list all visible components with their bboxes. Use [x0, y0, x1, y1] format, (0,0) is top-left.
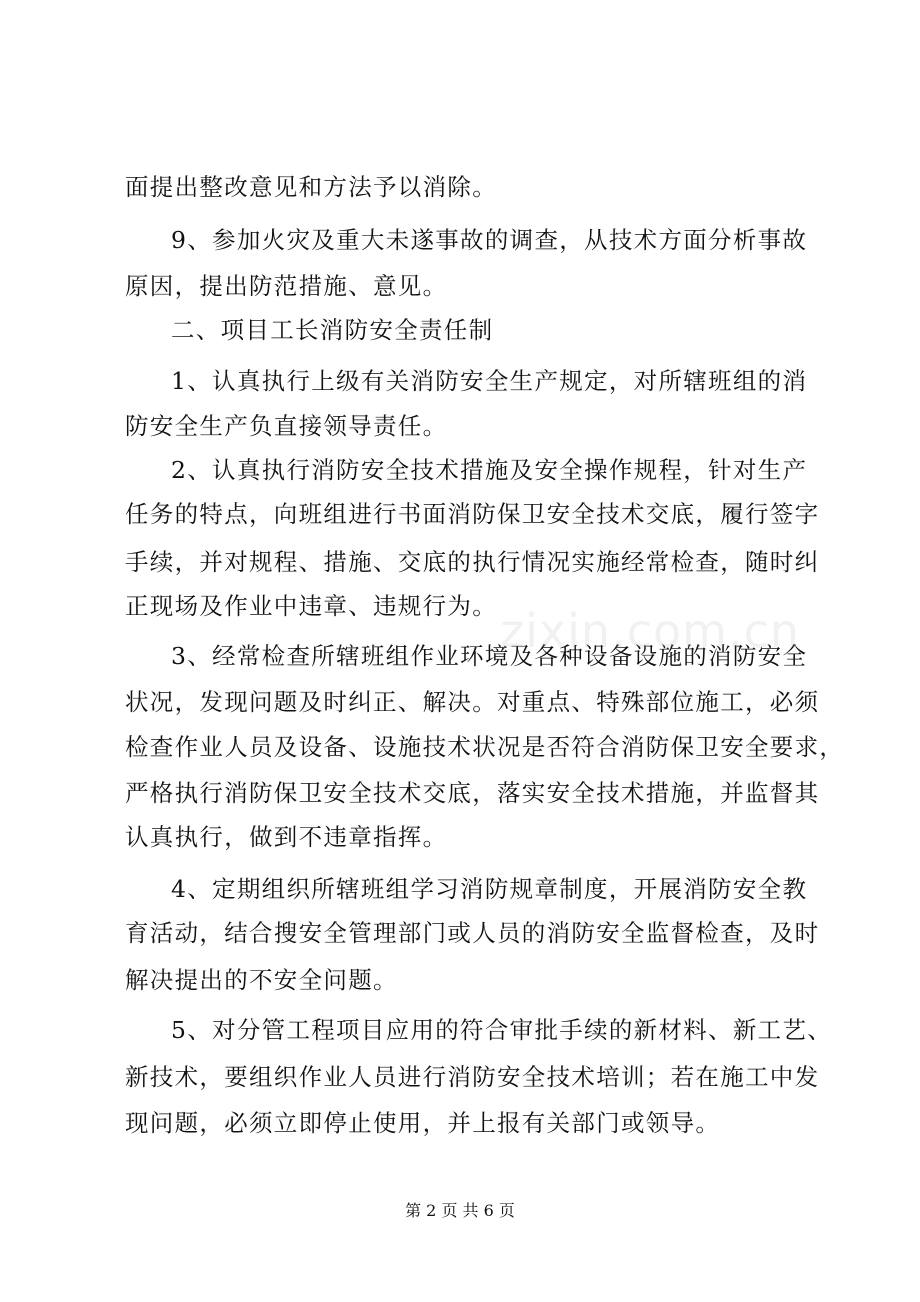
paragraph-line: 3、经常检查所辖班组作业环境及各种设备设施的消防安全 [171, 642, 808, 670]
paragraph-line: 手续，并对规程、措施、交底的执行情况实施经常检查，随时纠 [125, 548, 820, 576]
paragraph-line: 现问题，必须立即停止使用，并上报有关部门或领导。 [125, 1109, 721, 1137]
paragraph-line: 5、对分管工程项目应用的符合审批手续的新材料、新工艺、 [171, 1016, 833, 1044]
paragraph-line: 1、认真执行上级有关消防安全生产规定，对所辖班组的消 [171, 367, 808, 395]
paragraph-line: 解决提出的不安全问题。 [125, 966, 398, 994]
paragraph-line: 检查作业人员及设备、设施技术状况是否符合消防保卫安全要求， [125, 733, 845, 761]
paragraph-line: 认真执行，做到不违章指挥。 [125, 823, 448, 851]
paragraph-line: 9、参加火灾及重大未遂事故的调查，从技术方面分析事故 [171, 226, 808, 254]
paragraph-line: 4、定期组织所辖班组学习消防规章制度，开展消防安全教 [171, 875, 808, 903]
section-heading: 二、项目工长消防安全责任制 [171, 316, 494, 344]
paragraph-line: 严格执行消防保卫安全技术交底，落实安全技术措施，并监督其 [125, 779, 820, 807]
paragraph-line: 原因，提出防范措施、意见。 [125, 272, 448, 300]
paragraph-line: 防安全生产负直接领导责任。 [125, 412, 448, 440]
paragraph-line: 状况，发现问题及时纠正、解决。对重点、特殊部位施工，必须 [125, 688, 820, 716]
watermark-text: zixin.com.cn [500, 604, 801, 658]
paragraph-line: 育活动，结合搜安全管理部门或人员的消防安全监督检查，及时 [125, 919, 820, 947]
paragraph-line: 新技术，要组织作业人员进行消防安全技术培训；若在施工中发 [125, 1063, 820, 1091]
paragraph-line: 正现场及作业中违章、违规行为。 [125, 592, 497, 620]
page-number-footer: 第 2 页 共 6 页 [405, 1201, 515, 1220]
paragraph-line: 面提出整改意见和方法予以消除。 [125, 173, 497, 201]
paragraph-line: 任务的特点，向班组进行书面消防保卫安全技术交底，履行签字 [125, 500, 820, 528]
paragraph-line: 2、认真执行消防安全技术措施及安全操作规程，针对生产 [171, 456, 808, 484]
